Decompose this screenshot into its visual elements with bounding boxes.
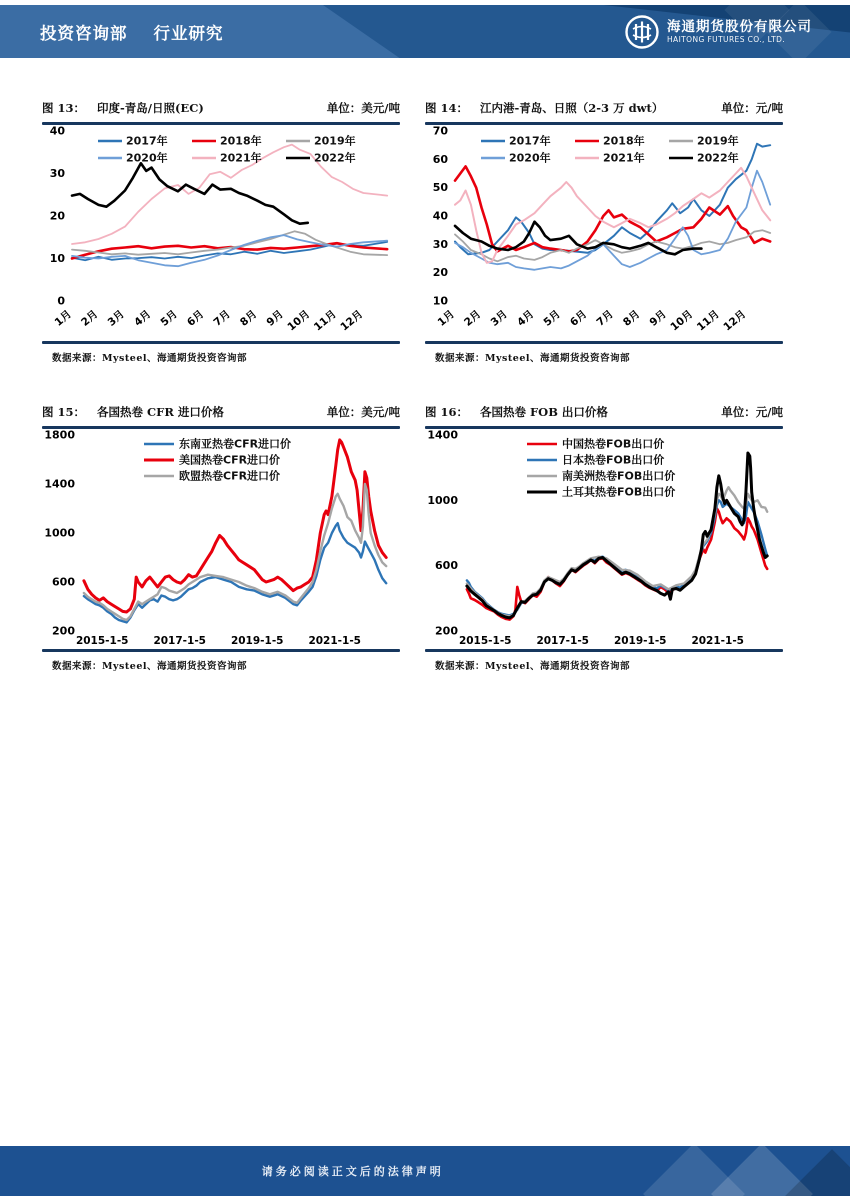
chart-card-fig16 [425,404,783,672]
series-line-3 [72,235,387,266]
x-axis-tick: 5月 [541,308,563,329]
x-axis-tick: 2021-1-5 [308,635,361,647]
chart-card-fig13 [42,100,400,364]
y-axis-tick: 40 [49,125,65,138]
legend-label: 2022年 [697,151,739,165]
y-axis-tick: 10 [49,252,65,265]
y-axis-tick: 20 [49,209,65,223]
legend-label: 中国热卷FOB出口价 [562,437,665,451]
legend-label: 2019年 [697,134,739,148]
figure-unit: 单位：美元/吨 [326,101,400,115]
figure-label: 图 16： [425,405,469,419]
legend-label: 2019年 [314,134,356,148]
chart-15-plot [42,429,400,649]
x-axis-tick: 2017-1-5 [153,635,206,647]
series-line-2 [84,484,386,620]
x-axis-tick: 6月 [185,308,207,329]
y-axis-tick: 1000 [427,493,458,507]
chart-13-plot [42,125,400,341]
y-axis-tick: 1400 [427,429,458,442]
data-source-note: 数据来源：Mysteel、海通期货投资咨询部 [435,661,630,672]
header-department: 投资咨询部 [40,23,128,43]
header-title [40,20,224,44]
chart-header [42,100,400,122]
chart-header [425,404,783,426]
data-source-note: 数据来源：Mysteel、海通期货投资咨询部 [52,661,247,672]
haitong-logo-icon [624,14,660,50]
chart-svg [425,125,783,341]
data-source-note: 数据来源：Mysteel、海通期货投资咨询部 [435,353,630,364]
legal-disclaimer: 请务必阅读正文后的法律声明 [261,1165,444,1178]
figure-label: 图 13： [42,101,86,115]
legend-label: 日本热卷FOB出口价 [562,453,665,467]
y-axis-tick: 70 [432,125,448,138]
logo-text [667,20,812,44]
figure-label: 图 15： [42,405,86,419]
chart-svg [42,125,400,341]
y-axis-tick: 1800 [44,429,75,442]
legend-label: 土耳其热卷FOB出口价 [562,485,676,499]
legend-label: 2017年 [509,134,551,148]
x-axis-tick: 2月 [79,308,101,329]
legend-label: 2020年 [126,151,168,165]
x-axis-tick: 2019-1-5 [230,635,284,647]
legend-label: 美国热卷CFR进口价 [179,453,281,467]
legend-label: 2018年 [603,134,645,148]
x-axis-tick: 3月 [105,308,127,329]
x-axis-tick: 4月 [132,308,154,329]
figure-title: 江内港-青岛、日照（2-3 万 dwt） [480,101,664,115]
y-axis-tick: 20 [432,266,448,280]
charts-grid [42,100,783,672]
figure-title: 印度-青岛/日照(EC) [97,101,204,115]
x-axis-tick: 2019-1-5 [613,635,667,647]
y-axis-tick: 200 [52,624,75,638]
legend-label: 2022年 [314,151,356,165]
y-axis-tick: 60 [432,152,448,166]
data-source-note: 数据来源：Mysteel、海通期货投资咨询部 [52,353,247,364]
x-axis-tick: 7月 [594,308,616,329]
x-axis-tick: 12月 [721,308,749,334]
x-axis-tick: 12月 [338,308,366,334]
y-axis-tick: 10 [432,294,448,308]
chart-svg [425,429,783,649]
logo-name-cn: 海通期货股份有限公司 [667,18,812,35]
legend-label: 2017年 [126,134,168,148]
figure-title: 各国热卷 FOB 出口价格 [480,405,608,419]
series-line-0 [84,523,386,622]
legend-label: 2021年 [603,151,645,165]
chart-header [42,404,400,426]
x-axis-tick: 9月 [647,308,669,329]
y-axis-tick: 50 [432,181,448,195]
y-axis-tick: 40 [432,209,448,223]
figure-unit: 单位：元/吨 [721,101,783,115]
x-axis-tick: 10月 [668,308,696,334]
page-header [0,5,850,58]
x-axis-tick: 11月 [694,308,722,334]
x-axis-tick: 1月 [435,308,457,329]
x-axis-tick: 2015-1-5 [75,635,129,647]
x-axis-tick: 6月 [568,308,590,329]
x-axis-tick: 9月 [264,308,286,329]
x-axis-tick: 2017-1-5 [536,635,589,647]
y-axis-tick: 600 [435,559,458,573]
legend-label: 南美洲热卷FOB出口价 [562,469,676,483]
legend-label: 2020年 [509,151,551,165]
x-axis-tick: 2月 [462,308,484,329]
series-line-0 [467,509,767,620]
series-line-3 [455,171,770,270]
figure-label: 图 14： [425,101,469,115]
chart-16-plot [425,429,783,649]
x-axis-tick: 8月 [621,308,643,329]
header-section: 行业研究 [153,23,224,43]
chart-svg [42,429,400,649]
y-axis-tick: 1000 [44,526,75,540]
legend-label: 2018年 [220,134,262,148]
x-axis-tick: 10月 [285,308,313,334]
legend-label: 东南亚热卷CFR进口价 [179,437,292,451]
figure-title: 各国热卷 CFR 进口价格 [97,405,224,419]
x-axis-tick: 4月 [515,308,537,329]
chart-card-fig15 [42,404,400,672]
series-line-1 [455,166,770,251]
x-axis-tick: 3月 [488,308,510,329]
x-axis-tick: 2021-1-5 [691,635,744,647]
x-axis-tick: 2015-1-5 [458,635,512,647]
chart-header [425,100,783,122]
y-axis-tick: 200 [435,624,458,638]
figure-unit: 单位：元/吨 [721,405,783,419]
company-logo [624,14,812,50]
figure-unit: 单位：美元/吨 [326,405,400,419]
logo-name-en: HAITONG FUTURES CO., LTD. [667,34,786,44]
x-axis-tick: 7月 [211,308,233,329]
x-axis-tick: 8月 [238,308,260,329]
legend-label: 欧盟热卷CFR进口价 [179,469,281,483]
y-axis-tick: 30 [49,167,65,180]
page-footer [0,1146,850,1196]
chart-card-fig14 [425,100,783,364]
x-axis-tick: 5月 [158,308,180,329]
y-axis-tick: 0 [57,294,65,308]
x-axis-tick: 11月 [311,308,339,334]
x-axis-tick: 1月 [52,308,74,329]
legend-label: 2021年 [220,151,262,165]
y-axis-tick: 600 [52,575,75,589]
series-line-1 [467,500,767,615]
chart-14-plot [425,125,783,341]
y-axis-tick: 1400 [44,477,75,491]
y-axis-tick: 30 [432,237,448,251]
